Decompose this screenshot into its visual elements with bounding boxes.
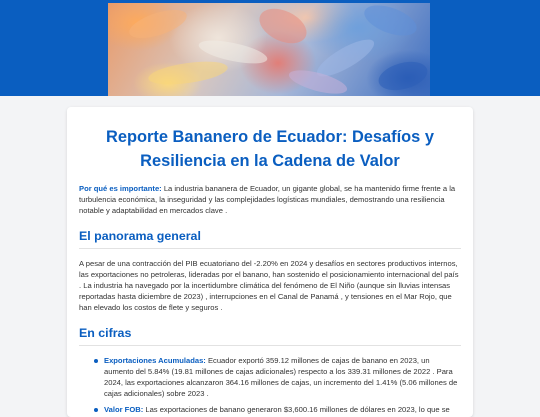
list-item-text: Ecuador exportó 359.12 millones de cajas de banano en 2023, un aumento del 5.84% (19.81 millones de cajas adicionales) respecto a los 339.31 millones de 2022 . Para 2024, las exportaciones alcanzaron 364.16 millones de cajas, un incremento del 1.41% (5.06 millones de cajas adicionales) sobre 2023 . xyxy=(104,355,458,399)
section-heading-overview: El panorama general xyxy=(79,228,461,249)
report-card xyxy=(67,107,473,417)
section-heading-figures: En cifras xyxy=(79,325,461,346)
header-banner-image xyxy=(108,3,430,96)
report-title: Reporte Bananero de Ecuador: Desafíos y Resiliencia en la Cadena de Valor xyxy=(106,128,434,170)
list-item-text: Las exportaciones de banano generaron $3,600.16 millones de dólares en 2023, lo que se xyxy=(143,405,450,415)
intro-paragraph xyxy=(79,183,461,217)
list-item-term: Valor FOB: xyxy=(104,405,144,415)
overview-paragraph: A pesar de una contracción del PIB ecuatoriano del -2.20% en 2024 y desafíos en sectores productivos internos, las exportaciones no petroleras, lideradas por el banano, han sostenido el posicionamiento internacional del país . La industria ha navegado por la incertidumbre climática del fenómeno de El Niño (aunque sin lluvias intensas reportadas hasta diciembre de 2023) , interrupciones en el Canal de Panamá , y tensiones en el Mar Rojo, que han elevado los costos de flete y seguros . xyxy=(79,258,459,313)
list-item xyxy=(104,355,461,400)
intro-lead: Por qué es importante: xyxy=(79,184,162,193)
intro-text: La industria bananera de Ecuador, un gigante global, se ha mantenido firme frente a la turbulencia económica, la inseguridad y las complejidades logísticas mundiales, demostrando una resiliencia notable y adaptabilidad en mercados clave . xyxy=(79,184,456,216)
figures-list xyxy=(79,355,461,416)
list-item xyxy=(104,404,461,415)
list-item-term: Exportaciones Acumuladas: xyxy=(104,355,206,365)
